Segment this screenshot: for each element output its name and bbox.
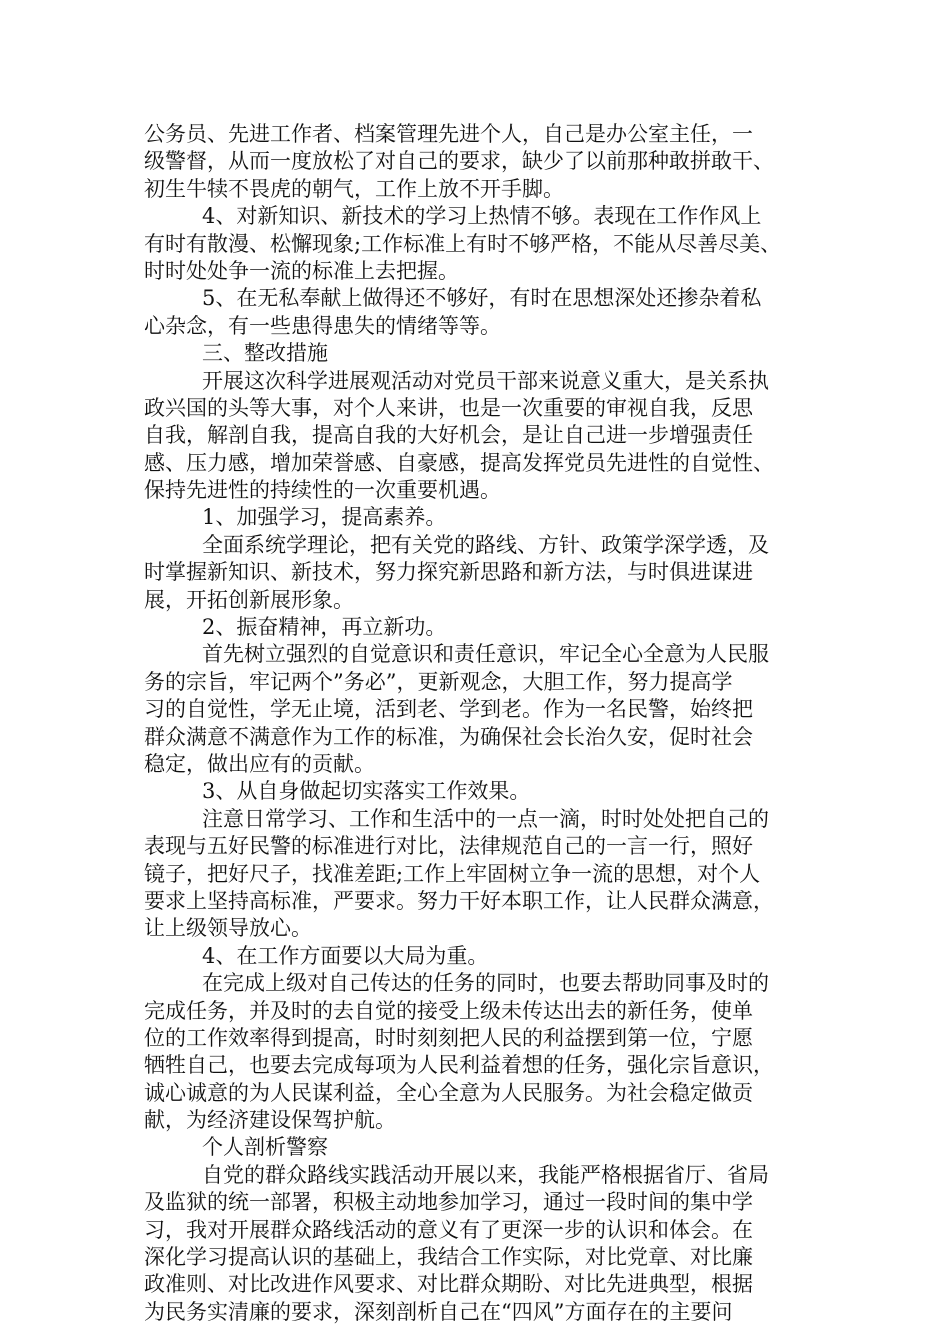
text-line: 牺牲自己，也要去完成每项为人民利益着想的任务，强化宗旨意识， (144, 1053, 774, 1078)
text-line: 保持先进性的持续性的一次重要机遇。 (144, 478, 501, 503)
text-line: 三、整改措施 (202, 341, 328, 366)
text-line: 深化学习提高认识的基础上，我结合工作实际，对比党章、对比廉 (144, 1245, 753, 1270)
text-line: 表现与五好民警的标准进行对比，法律规范自己的一言一行，照好 (144, 834, 753, 859)
text-line: 诚心诚意的为人民谋利益，全心全意为人民服务。为社会稳定做贡 (144, 1080, 753, 1105)
text-line: 让上级领导放心。 (144, 916, 312, 941)
text-line: 务的宗旨，牢记两个”务必”，更新观念，大胆工作，努力提高学 (144, 669, 733, 694)
text-line: 心杂念，有一些患得患失的情绪等等。 (144, 313, 501, 338)
text-line: 全面系统学理论，把有关党的路线、方针、政策学深学透，及 (202, 532, 769, 557)
document-page (144, 121, 812, 1326)
text-line: 5、在无私奉献上做得还不够好，有时在思想深处还掺杂着私 (202, 286, 762, 311)
text-line: 要求上坚持高标准，严要求。努力干好本职工作，让人民群众满意， (144, 888, 774, 913)
text-line: 首先树立强烈的自觉意识和责任意识，牢记全心全意为人民服 (202, 642, 769, 667)
text-line: 4、在工作方面要以大局为重。 (202, 943, 489, 968)
text-line: 稳定，做出应有的贡献。 (144, 751, 375, 776)
text-line: 个人剖析警察 (202, 1135, 328, 1160)
text-line: 开展这次科学进展观活动对党员干部来说意义重大，是关系执 (202, 368, 769, 393)
text-line: 习的自觉性，学无止境，活到老、学到老。作为一名民警，始终把 (144, 697, 753, 722)
text-line: 时时处处争一流的标准上去把握。 (144, 258, 459, 283)
text-line: 初生牛犊不畏虎的朝气，工作上放不开手脚。 (144, 176, 564, 201)
text-line: 完成任务，并及时的去自觉的接受上级未传达出去的新任务，使单 (144, 998, 753, 1023)
text-line: 自我，解剖自我，提高自我的大好机会，是让自己进一步增强责任 (144, 423, 753, 448)
text-line: 习，我对开展群众路线活动的意义有了更深一步的认识和体会。在 (144, 1217, 753, 1242)
text-line: 展，开拓创新展形象。 (144, 587, 354, 612)
text-line: 级警督，从而一度放松了对自己的要求，缺少了以前那种敢拼敢干、 (144, 149, 774, 174)
text-line: 自党的群众路线实践活动开展以来，我能严格根据省厅、省局 (202, 1162, 769, 1187)
text-line: 群众满意不满意作为工作的标准，为确保社会长治久安，促时社会 (144, 724, 753, 749)
text-line: 注意日常学习、工作和生活中的一点一滴，时时处处把自己的 (202, 806, 769, 831)
text-line: 有时有散漫、松懈现象;工作标准上有时不够严格，不能从尽善尽美、 (144, 231, 782, 256)
text-line: 镜子，把好尺子，找准差距;工作上牢固树立争一流的思想，对个人 (144, 861, 761, 886)
text-line: 为民务实清廉的要求，深刻剖析自己在“四风”方面存在的主要问 (144, 1299, 733, 1324)
text-line: 政准则、对比改进作风要求、对比群众期盼、对比先进典型，根据 (144, 1272, 753, 1297)
text-line: 2、振奋精神，再立新功。 (202, 615, 447, 640)
text-line: 在完成上级对自己传达的任务的同时，也要去帮助同事及时的 (202, 971, 769, 996)
text-line: 献，为经济建设保驾护航。 (144, 1108, 396, 1133)
text-line: 4、对新知识、新技术的学习上热情不够。表现在工作作风上 (202, 204, 762, 229)
text-line: 3、从自身做起切实落实工作效果。 (202, 779, 531, 804)
text-line: 及监狱的统一部署，积极主动地参加学习，通过一段时间的集中学 (144, 1190, 753, 1215)
text-line: 1、加强学习，提高素养。 (202, 505, 447, 530)
text-line: 感、压力感，增加荣誉感、自豪感，提高发挥党员先进性的自觉性、 (144, 450, 774, 475)
text-line: 政兴国的头等大事，对个人来讲，也是一次重要的审视自我，反思 (144, 395, 753, 420)
text-line: 位的工作效率得到提高，时时刻刻把人民的利益摆到第一位，宁愿 (144, 1025, 753, 1050)
text-line: 公务员、先进工作者、档案管理先进个人，自己是办公室主任，一 (144, 122, 753, 146)
text-line: 时掌握新知识、新技术，努力探究新思路和新方法，与时俱进谋进 (144, 560, 753, 585)
